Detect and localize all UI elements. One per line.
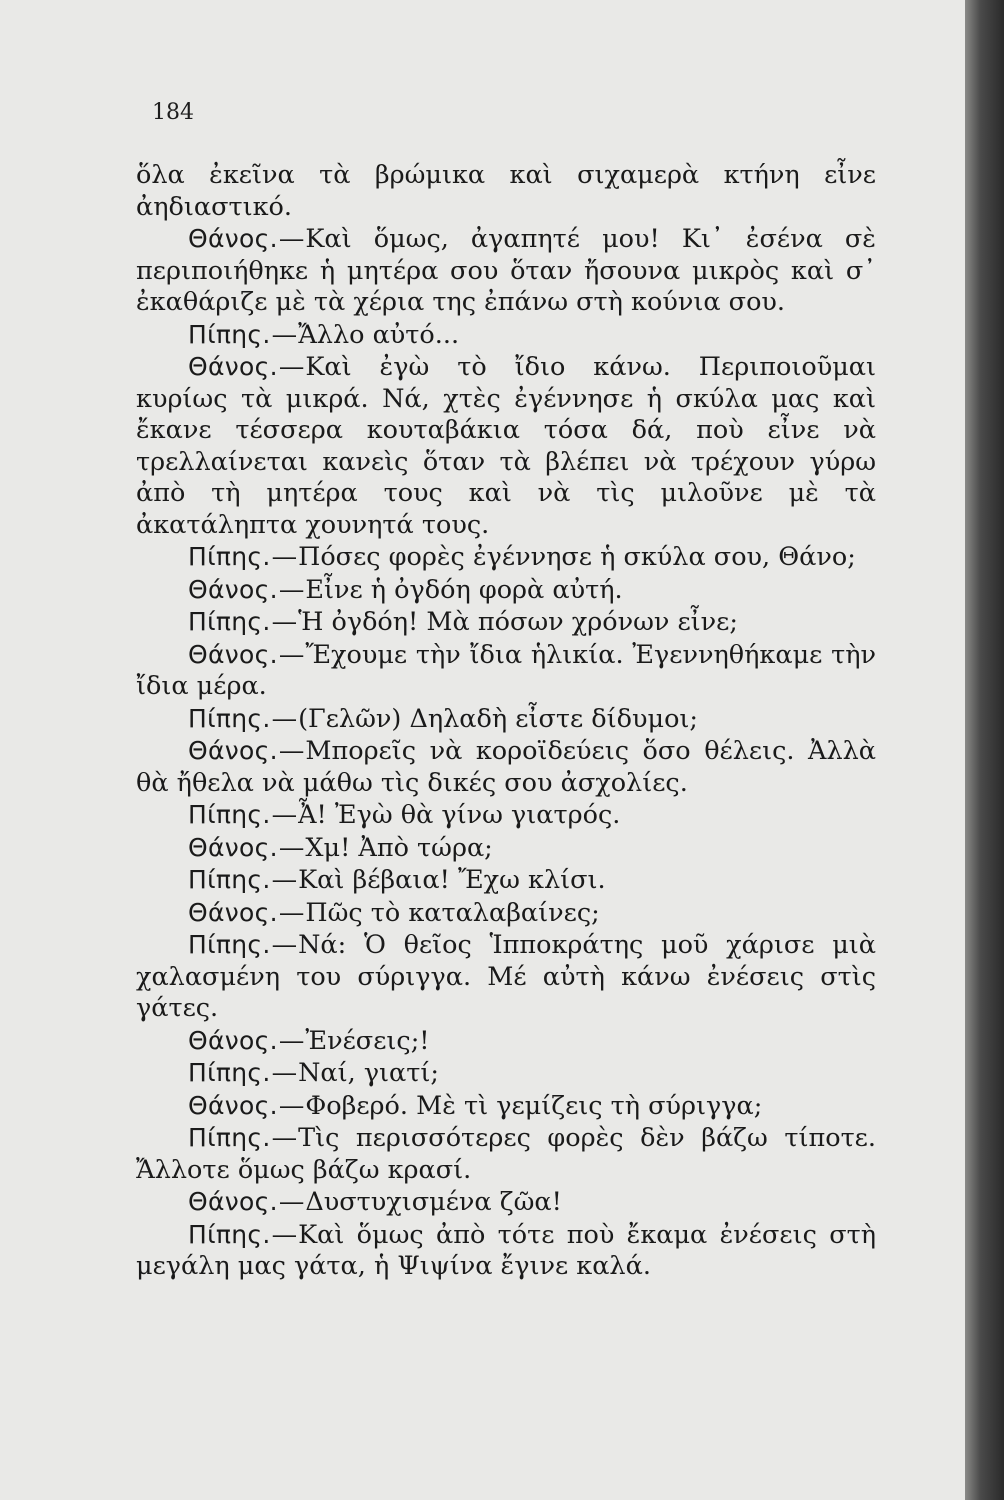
dialogue-text: Μπορεῖς νὰ κοροϊδεύεις ὅσο θέλεις. Ἀλλὰ θὰ ἤθελα νὰ μάθω τὶς δικές σου ἀσχολίες. (136, 736, 876, 798)
page-text (136, 160, 876, 1283)
dialogue-line (136, 897, 876, 930)
dialogue-text: Καὶ βέβαια! Ἔχω κλίσι. (298, 865, 606, 895)
speaker-name: Θάνος. (188, 832, 278, 862)
dialogue-line (136, 799, 876, 832)
page-number: 184 (152, 100, 194, 125)
page-edge-shadow (965, 0, 1004, 1500)
dialogue-line (136, 735, 876, 799)
dialogue-dash: — (278, 1090, 305, 1121)
speaker-name: Πίπης. (188, 319, 271, 349)
dialogue-text: Καὶ ὅμως ἀπὸ τότε ποὺ ἔκαμα ἐνέσεις στὴ μεγάλη μας γάτα, ἡ Ψιψίνα ἔγινε καλά. (136, 1219, 876, 1281)
dialogue-dash: — (278, 897, 305, 928)
dialogue-text: Τὶς περισσότερες φορὲς δὲν βάζω τίποτε. Ἄλλοτε ὅμως βάζω κρασί. (136, 1123, 876, 1185)
dialogue-text: Καὶ ὅμως, ἀγαπητέ μου! Κι᾽ ἐσένα σὲ περιποιήθηκε ἡ μητέρα σου ὅταν ἤσουνα μικρὸς καὶ σ᾽ ἐκαθάριζε μὲ τὰ χέρια της ἐπάνω στὴ κούνια σου. (136, 224, 876, 317)
dialogue-dash: — (278, 352, 305, 382)
dialogue-dash: — (271, 865, 298, 895)
speaker-name: Πίπης. (188, 542, 271, 571)
speaker-name: Πίπης. (188, 800, 271, 829)
dialogue-dash: — (278, 1187, 305, 1217)
speaker-name: Πίπης. (188, 1123, 271, 1152)
dialogue-dash: — (278, 639, 305, 670)
speaker-name: Πίπης. (188, 607, 271, 636)
dialogue-dash: — (271, 930, 298, 960)
speaker-name: Πίπης. (188, 1058, 271, 1087)
dialogue-dash: — (278, 574, 305, 605)
dialogue-line (136, 1090, 876, 1123)
dialogue-line (136, 703, 876, 736)
dialogue-text: Ἔχουμε τὴν ἴδια ἡλικία. Ἐγεννηθήκαμε τὴν ἴδια μέρα. (136, 639, 876, 701)
dialogue-dash: — (271, 542, 298, 572)
dialogue-text: Δυστυχισμένα ζῶα! (305, 1187, 562, 1217)
dialogue-line (136, 864, 876, 897)
dialogue-line (136, 832, 876, 865)
speaker-name: Θάνος. (188, 352, 278, 381)
dialogue-text: (Γελῶν) Δηλαδὴ εἶστε δίδυμοι; (298, 703, 699, 734)
dialogue-text: Εἶνε ἡ ὀγδόη φορὰ αὐτή. (305, 574, 623, 605)
dialogue-line (136, 1122, 876, 1186)
dialogue-dash: — (271, 800, 298, 830)
speaker-name: Θάνος. (188, 897, 278, 927)
dialogue-text: Ἄλλο αὐτό... (298, 319, 460, 350)
speaker-name: Πίπης. (188, 930, 271, 959)
dialogue-text: Νά: Ὁ θεῖος Ἱπποκράτης μοῦ χάρισε μιὰ χαλασμένη του σύριγγα. Μέ αὐτὴ κάνω ἐνέσεις στὶς γάτες. (136, 930, 876, 1023)
dialogue-line (136, 351, 876, 541)
speaker-name: Πίπης. (188, 1219, 271, 1249)
dialogue-dash: — (271, 703, 298, 734)
dialogue-dash: — (278, 736, 305, 766)
dialogue-text: Πῶς τὸ καταλαβαίνες; (305, 897, 600, 928)
dialogue-dash: — (278, 832, 305, 863)
dialogue-dash: — (271, 319, 298, 350)
speaker-name: Θάνος. (188, 574, 278, 604)
dialogue-text: Ἐνέσεις;! (305, 1025, 430, 1056)
dialogue-line (136, 1057, 876, 1090)
speaker-name: Θάνος. (188, 1187, 278, 1216)
dialogue-text: Πόσες φορὲς ἐγέννησε ἡ σκύλα σου, Θάνο; (298, 542, 856, 572)
dialogue-line (136, 541, 876, 574)
dialogue-dash: — (271, 1219, 298, 1250)
speaker-name: Πίπης. (188, 703, 271, 733)
speaker-name: Θάνος. (188, 1025, 278, 1055)
dialogue-line (136, 319, 876, 352)
dialogue-dash: — (278, 1025, 305, 1056)
dialogue-dash: — (278, 224, 305, 254)
dialogue-text: Ναί, γιατί; (298, 1058, 439, 1088)
dialogue-line (136, 1186, 876, 1219)
dialogue-line (136, 223, 876, 319)
speaker-name: Θάνος. (188, 639, 278, 669)
speaker-name: Θάνος. (188, 736, 278, 765)
dialogue-text: Ἡ ὀγδόη! Μὰ πόσων χρόνων εἶνε; (298, 607, 738, 637)
dialogue (136, 223, 876, 1283)
dialogue-text: Φοβερό. Μὲ τὶ γεμίζεις τὴ σύριγγα; (305, 1090, 763, 1121)
speaker-name: Θάνος. (188, 224, 278, 253)
dialogue-dash: — (271, 1123, 298, 1153)
dialogue-line (136, 574, 876, 607)
speaker-name: Θάνος. (188, 1090, 278, 1120)
intro-paragraph: ὅλα ἐκεῖνα τὰ βρώμικα καὶ σιχαμερὰ κτήνη εἶνε ἀηδιαστικό. (136, 160, 876, 222)
dialogue-line (136, 1025, 876, 1058)
dialogue-dash: — (271, 1058, 298, 1088)
dialogue-text: Χμ! Ἀπὸ τώρα; (305, 832, 493, 863)
speaker-name: Πίπης. (188, 865, 271, 894)
dialogue-line (136, 1219, 876, 1283)
dialogue-text: Καὶ ἐγὼ τὸ ἴδιο κάνω. Περιποιοῦμαι κυρίως τὰ μικρά. Νά, χτὲς ἐγέννησε ἡ σκύλα μας καὶ ἔκανε τέσσερα κουταβάκια τόσα δά, ποὺ εἶνε νὰ τρελλαίνεται κανεὶς ὅταν τὰ βλέπει νὰ τρέχουν γύρω ἀπὸ τὴ μητέρα τους καὶ νὰ τὶς μιλοῦνε μὲ τὰ ἀκατάληπτα χουνητά τους. (136, 352, 876, 540)
dialogue-line (136, 639, 876, 703)
dialogue-dash: — (271, 607, 298, 637)
dialogue-text: Ἆ! Ἐγὼ θὰ γίνω γιατρός. (298, 800, 621, 830)
dialogue-line (136, 606, 876, 639)
dialogue-line (136, 929, 876, 1025)
